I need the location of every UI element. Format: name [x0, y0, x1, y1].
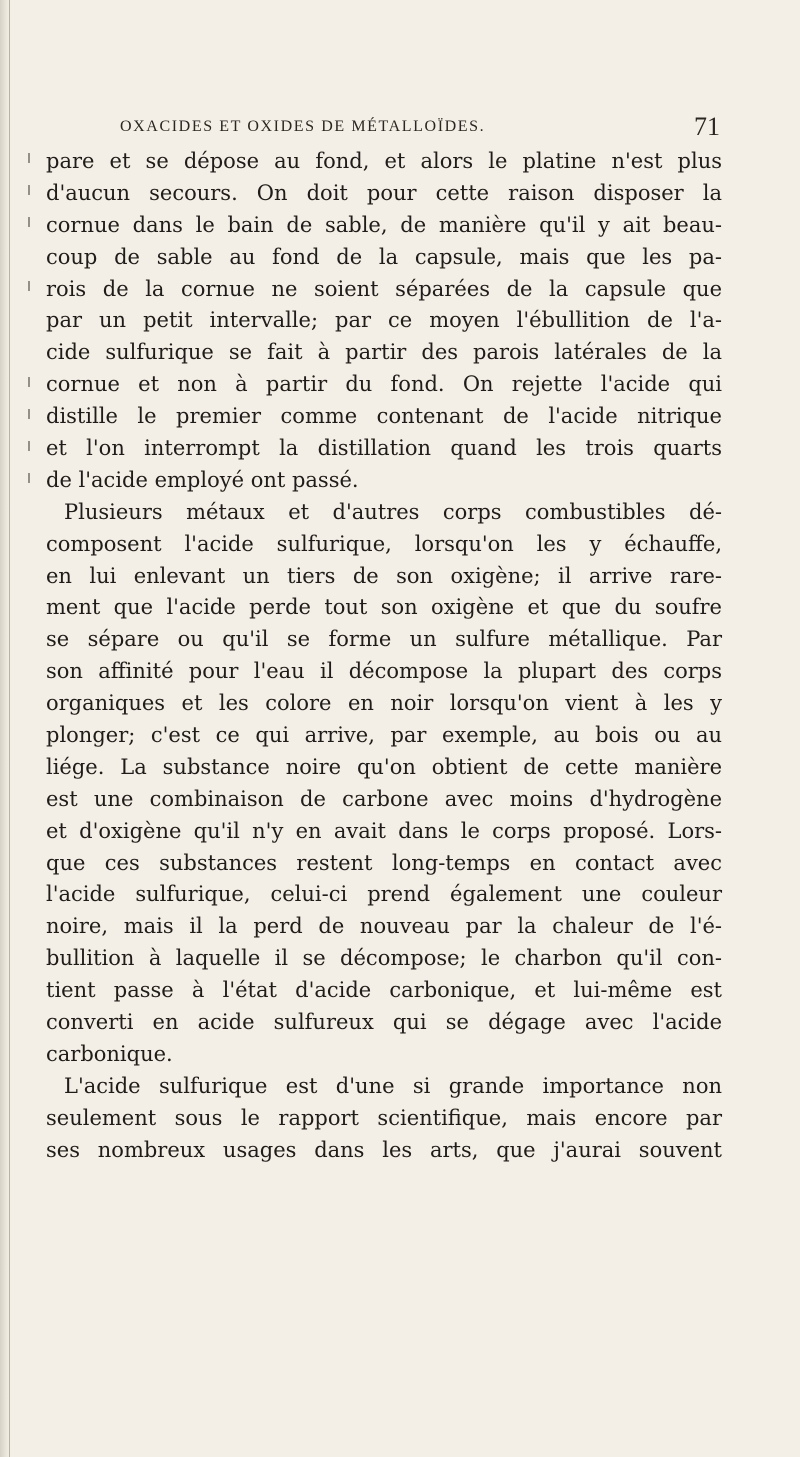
gutter-mark	[28, 281, 30, 291]
text-line: d'aucun secours. On doit pour cette raison disposer la	[46, 180, 722, 205]
text-line: coup de sable au fond de la capsule, mais que les pa-	[46, 244, 722, 269]
gutter-mark	[28, 409, 30, 419]
text-line: se sépare ou qu'il se forme un sulfure métallique. Par	[46, 627, 722, 652]
gutter-mark	[28, 185, 30, 195]
page-number: 71	[694, 112, 720, 141]
text-line: liége. La substance noire qu'on obtient de cette manière	[46, 754, 722, 779]
text-line: plonger; c'est ce qui arrive, par exemple, au bois ou au	[46, 723, 722, 748]
text-line: cornue et non à partir du fond. On rejette l'acide qui	[46, 372, 722, 397]
text-line: tient passe à l'état d'acide carbonique, et lui-même est	[46, 978, 722, 1003]
running-title: OXACIDES ET OXIDES DE MÉTALLOÏDES.	[120, 118, 486, 135]
text-line: et d'oxigène qu'il n'y en avait dans le corps proposé. Lors-	[46, 818, 722, 843]
page-header	[120, 112, 720, 142]
text-line: organiques et les colore en noir lorsqu'on vient à les y	[46, 691, 722, 716]
text-line: est une combinaison de carbone avec moins d'hydrogène	[46, 786, 722, 811]
text-line: carbonique.	[46, 1041, 173, 1066]
text-line: rois de la cornue ne soient séparées de la capsule que	[46, 276, 722, 301]
gutter-mark	[28, 473, 30, 483]
text-line: son affinité pour l'eau il décompose la plupart des corps	[46, 659, 722, 684]
text-line: noire, mais il la perd de nouveau par la chaleur de l'é-	[46, 914, 722, 939]
body-text	[46, 146, 722, 1167]
text-line: par un petit intervalle; par ce moyen l'ébullition de l'a-	[46, 308, 722, 333]
gutter-mark	[28, 153, 30, 163]
text-line: de l'acide employé ont passé.	[46, 467, 359, 492]
paragraph-start-line: L'acide sulfurique est d'une si grande importance non	[64, 1073, 722, 1098]
text-line: que ces substances restent long-temps en contact avec	[46, 850, 722, 875]
text-line: ses nombreux usages dans les arts, que j'aurai souvent	[46, 1137, 722, 1162]
text-line: et l'on interrompt la distillation quand les trois quarts	[46, 436, 722, 461]
text-line: en lui enlevant un tiers de son oxigène; il arrive rare-	[46, 563, 722, 588]
gutter-mark	[28, 377, 30, 387]
gutter-mark	[28, 217, 30, 227]
text-line: distille le premier comme contenant de l'acide nitrique	[46, 404, 722, 429]
text-line: cide sulfurique se fait à partir des parois latérales de la	[46, 340, 722, 365]
text-line: converti en acide sulfureux qui se dégage avec l'acide	[46, 1010, 722, 1035]
text-line: ment que l'acide perde tout son oxigène et que du soufre	[46, 595, 722, 620]
text-line: seulement sous le rapport scientifique, mais encore par	[46, 1105, 722, 1130]
text-line: composent l'acide sulfurique, lorsqu'on les y échauffe,	[46, 531, 722, 556]
paragraph-start-line: Plusieurs métaux et d'autres corps combustibles dé-	[64, 499, 722, 524]
text-line: cornue dans le bain de sable, de manière qu'il y ait beau-	[46, 212, 722, 237]
text-line: pare et se dépose au fond, et alors le platine n'est plus	[46, 149, 722, 173]
gutter-mark	[28, 441, 30, 451]
binding-edge-line	[9, 0, 10, 1457]
text-line: l'acide sulfurique, celui-ci prend également une couleur	[46, 882, 722, 907]
text-line: bullition à laquelle il se décompose; le charbon qu'il con-	[46, 946, 722, 971]
